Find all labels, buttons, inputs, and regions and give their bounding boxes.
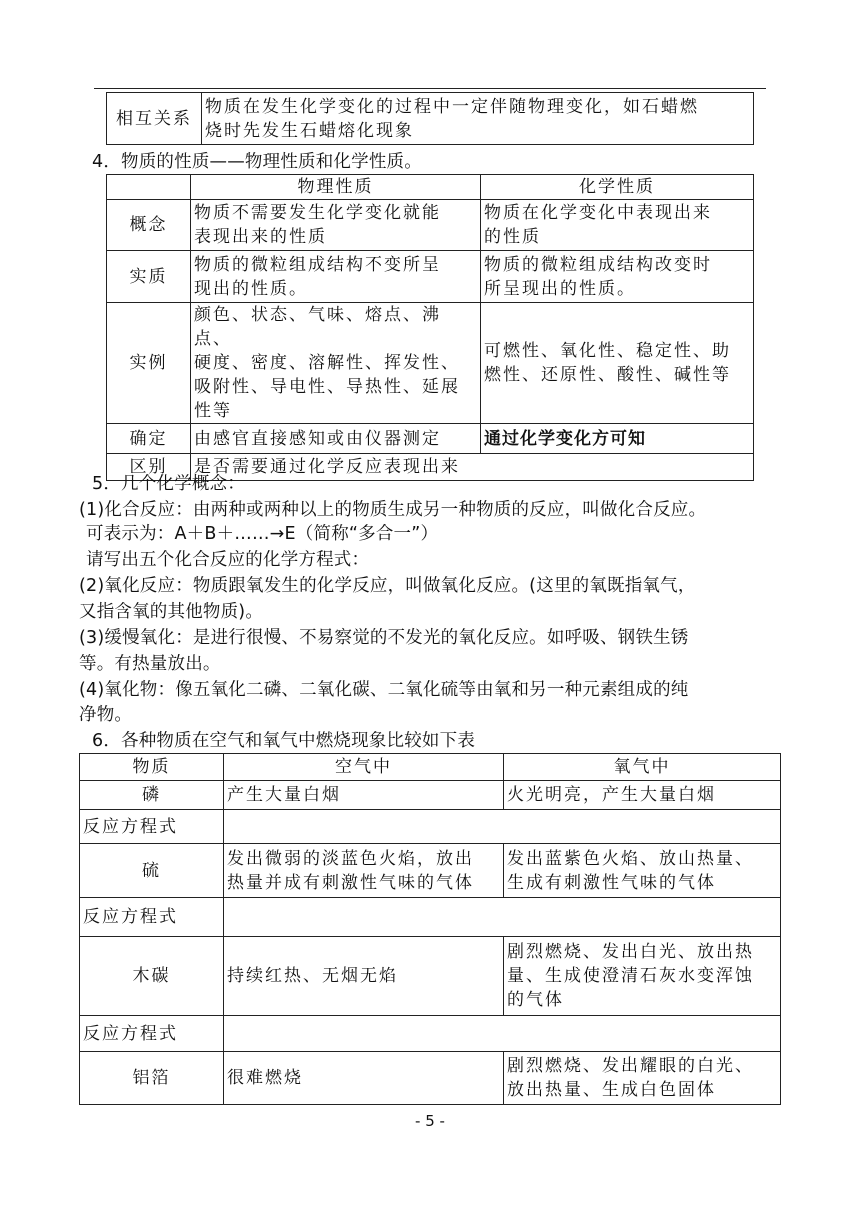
s5-line-4: (2)氧化反应：物质跟氧发生的化学反应，叫做氧化反应。(这里的氧既指氧气， [79,576,696,596]
row-label-example: 实例 [107,303,191,424]
relation-table [106,92,754,145]
s5-line-6: (3)缓慢氧化：是进行很慢、不易察觉的不发光的氧化反应。如呼吸、钢铁生锈 [79,628,689,648]
charcoal-oxygen: 剧烈燃烧、发出白光、放出热 量、生成使澄清石灰水变浑蚀 的气体 [504,937,781,1016]
properties-header-chemical: 化学性质 [481,175,754,200]
combustion-header-oxygen: 氧气中 [504,754,781,781]
relation-label: 相互关系 [107,93,202,145]
equation-label: 反应方程式 [80,1016,224,1052]
s5-line-1: (1)化合反应：由两种或两种以上的物质生成另一种物质的反应，叫做化合反应。 [79,500,707,520]
properties-table [106,174,754,481]
difference-text: 是否需要通过化学反应表现出来 [191,454,754,481]
sulfur-oxygen: 发出蓝紫色火焰、放山热量、 生成有刺激性气味的气体 [504,844,781,898]
essence-physical: 物质的微粒组成结构不变所呈 现出的性质。 [191,251,481,303]
equation-blank [224,810,781,844]
row-label-concept: 概念 [107,200,191,251]
essence-chemical: 物质的微粒组成结构改变时 所呈现出的性质。 [481,251,754,303]
equation-label: 反应方程式 [80,810,224,844]
substance-sulfur: 硫 [80,844,224,898]
aluminum-air: 很难燃烧 [224,1052,504,1105]
example-chemical: 可燃性、氧化性、稳定性、助 燃性、还原性、酸性、碱性等 [481,303,754,424]
concept-physical: 物质不需要发生化学变化就能 表现出来的性质 [191,200,481,251]
combustion-header-substance: 物质 [80,754,224,781]
relation-text: 物质在发生化学变化的过程中一定伴随物理变化，如石蜡燃 烧时先发生石蜡熔化现象 [202,93,754,145]
determine-physical: 由感官直接感知或由仪器测定 [191,424,481,454]
determine-chemical: 通过化学变化方可知 [481,424,754,454]
substance-charcoal: 木碳 [80,937,224,1016]
s5-line-2: 可表示为：A＋B＋……→E（简称“多合一”） [86,524,439,544]
concept-chemical: 物质在化学变化中表现出来 的性质 [481,200,754,251]
s5-line-9: 净物。 [79,705,133,725]
equation-label: 反应方程式 [80,898,224,937]
row-label-essence: 实质 [107,251,191,303]
phosphorus-oxygen: 火光明亮，产生大量白烟 [504,781,781,810]
s5-line-3: 请写出五个化合反应的化学方程式： [86,550,370,570]
equation-blank [224,1016,781,1052]
row-label-difference: 区别 [107,454,191,481]
section6-heading: 6．各种物质在空气和氧气中燃烧现象比较如下表 [92,731,476,751]
properties-header-physical: 物理性质 [191,175,481,200]
combustion-table [79,753,781,1105]
aluminum-oxygen: 剧烈燃烧、发出耀眼的白光、 放出热量、生成白色固体 [504,1052,781,1105]
substance-phosphorus: 磷 [80,781,224,810]
s5-line-7: 等。有热量放出。 [79,654,221,674]
equation-blank [224,898,781,937]
combustion-header-air: 空气中 [224,754,504,781]
header-rule [94,88,766,89]
page-number: - 5 - [415,1112,445,1130]
section5-heading: 5．几个化学概念： [92,474,245,494]
s5-line-5: 又指含氧的其他物质)。 [79,602,264,622]
substance-aluminum-foil: 铝箔 [80,1052,224,1105]
charcoal-air: 持续红热、无烟无焰 [224,937,504,1016]
phosphorus-air: 产生大量白烟 [224,781,504,810]
s5-line-8: (4)氧化物：像五氧化二磷、二氧化碳、二氧化硫等由氧和另一种元素组成的纯 [79,680,689,700]
properties-header-blank [107,175,191,200]
section4-heading: 4．物质的性质——物理性质和化学性质。 [92,152,422,172]
row-label-determine: 确定 [107,424,191,454]
example-physical: 颜色、状态、气味、熔点、沸点、 硬度、密度、溶解性、挥发性、 吸附性、导电性、导热性、延展 性等 [191,303,481,424]
sulfur-air: 发出微弱的淡蓝色火焰，放出 热量并成有刺激性气味的气体 [224,844,504,898]
